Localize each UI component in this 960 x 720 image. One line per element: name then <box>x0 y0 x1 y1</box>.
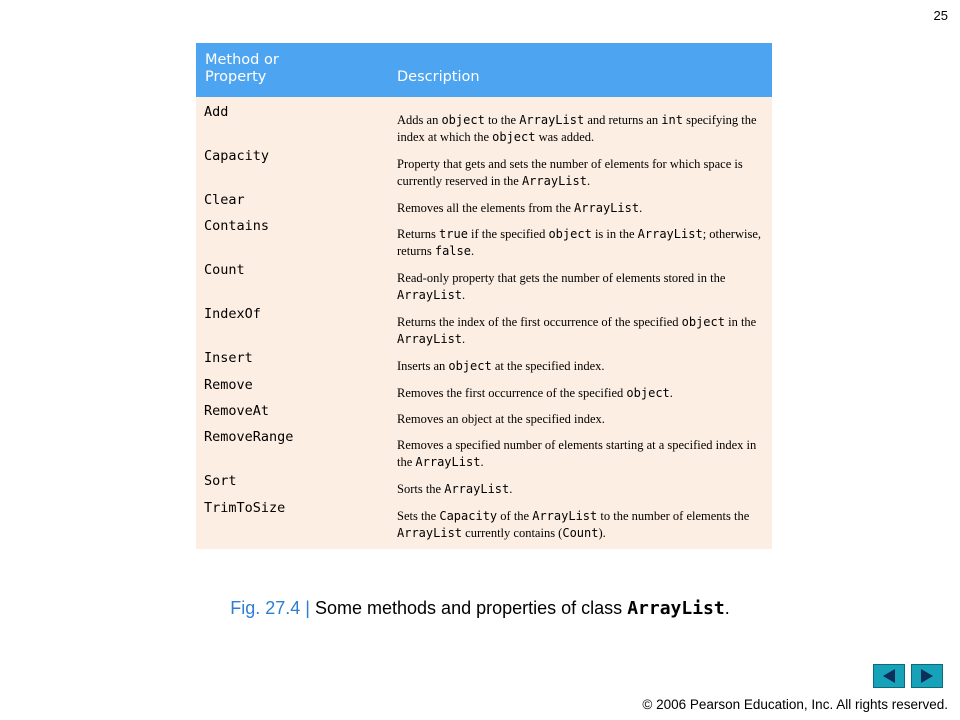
triangle-left-icon <box>874 665 904 687</box>
description-code: Count <box>562 526 599 540</box>
method-description <box>397 200 767 217</box>
method-name: Remove <box>204 377 253 393</box>
description-text: Removes a specified number of elements starting at a specified index in the <box>397 438 757 469</box>
method-description <box>397 270 767 304</box>
copyright-notice: © 2006 Pearson Education, Inc. All rights reserved. <box>642 697 948 712</box>
page-number: 25 <box>933 8 948 23</box>
description-text: currently contains ( <box>462 526 563 540</box>
previous-slide-button[interactable] <box>873 664 905 688</box>
method-name: Insert <box>204 350 253 366</box>
method-description <box>397 437 767 471</box>
description-text: Returns <box>397 227 440 241</box>
description-text: to the number of elements the <box>597 509 750 523</box>
description-text: if the specified <box>467 227 549 241</box>
description-text: . <box>470 244 475 258</box>
description-text: . <box>509 482 513 496</box>
description-code: ArrayList <box>574 201 640 215</box>
method-name: RemoveRange <box>204 429 294 445</box>
method-name: TrimToSize <box>204 500 286 516</box>
triangle-right-icon <box>912 665 942 687</box>
description-code: ArrayList <box>397 526 463 540</box>
description-code: object <box>441 113 485 127</box>
method-description <box>397 508 767 542</box>
method-name: RemoveAt <box>204 403 270 419</box>
description-text: . <box>669 386 673 400</box>
method-description <box>397 481 767 498</box>
description-code: false <box>434 244 471 258</box>
description-text: is in the <box>591 227 638 241</box>
method-description <box>397 226 767 260</box>
description-text: Property that gets and sets the number of elements for which space is currently reserved in the <box>397 157 743 188</box>
header-col1-line1: Method or <box>205 52 279 68</box>
description-code: object <box>681 315 725 329</box>
description-code: object <box>492 130 536 144</box>
description-code: ArrayList <box>637 227 703 241</box>
description-code: ArrayList <box>532 509 598 523</box>
description-text: ; otherwise, returns <box>397 227 762 258</box>
method-description <box>397 112 767 146</box>
method-description <box>397 358 767 375</box>
description-text: Adds an <box>397 113 442 127</box>
description-code: object <box>448 359 492 373</box>
method-description <box>397 156 767 190</box>
description-code: ArrayList <box>521 174 587 188</box>
next-slide-button[interactable] <box>911 664 943 688</box>
description-text: specifying the index at which the <box>397 113 757 144</box>
description-code: int <box>661 113 683 127</box>
description-text: in the <box>724 315 757 329</box>
description-text: Read-only property that gets the number of elements stored in the <box>397 271 726 285</box>
description-code: ArrayList <box>444 482 510 496</box>
caption-figure-label: Fig. 27.4 <box>230 598 301 618</box>
description-text: . <box>586 174 591 188</box>
methods-table <box>196 43 772 549</box>
description-text: Removes all the elements from the <box>397 201 575 215</box>
description-text: Removes the first occurrence of the specified <box>397 386 627 400</box>
description-code: object <box>548 227 592 241</box>
description-text: to the <box>484 113 520 127</box>
method-description <box>397 385 767 402</box>
description-text: Returns the index of the first occurrence of the specified <box>397 315 682 329</box>
description-code: ArrayList <box>415 455 481 469</box>
description-text: . <box>462 332 466 346</box>
description-code: true <box>439 227 468 241</box>
header-col1-line2: Property <box>205 69 267 85</box>
method-description <box>397 411 767 428</box>
method-name: Clear <box>204 192 245 208</box>
method-name: IndexOf <box>204 306 261 322</box>
description-text: . <box>462 288 466 302</box>
method-name: Capacity <box>204 148 270 164</box>
description-code: Capacity <box>439 509 498 523</box>
description-text: Sorts the <box>397 482 445 496</box>
caption-text: Some methods and properties of class <box>315 598 623 618</box>
header-description: Description <box>397 69 480 85</box>
description-code: object <box>626 386 670 400</box>
description-text: was added. <box>535 130 595 144</box>
description-text: . <box>639 201 643 215</box>
table-header <box>196 43 772 97</box>
method-description <box>397 314 767 348</box>
description-text: . <box>480 455 484 469</box>
description-text: at the specified index. <box>491 359 605 373</box>
method-name: Contains <box>204 218 270 234</box>
description-text: Removes an object at the specified index. <box>397 412 605 426</box>
caption-end: . <box>724 598 730 618</box>
description-code: ArrayList <box>397 332 463 346</box>
caption-separator: | <box>305 598 310 618</box>
method-name: Count <box>204 262 245 278</box>
slide-navigation <box>873 664 945 688</box>
description-text: Inserts an <box>397 359 449 373</box>
description-text: of the <box>497 509 533 523</box>
caption-class-name: ArrayList <box>627 598 725 619</box>
description-text: ). <box>598 526 606 540</box>
description-code: ArrayList <box>397 288 463 302</box>
description-text: Sets the <box>397 509 440 523</box>
header-method-or-property <box>205 52 315 86</box>
method-name: Add <box>204 104 229 120</box>
method-name: Sort <box>204 473 237 489</box>
description-code: ArrayList <box>519 113 585 127</box>
description-text: and returns an <box>584 113 662 127</box>
figure-caption <box>0 598 960 619</box>
